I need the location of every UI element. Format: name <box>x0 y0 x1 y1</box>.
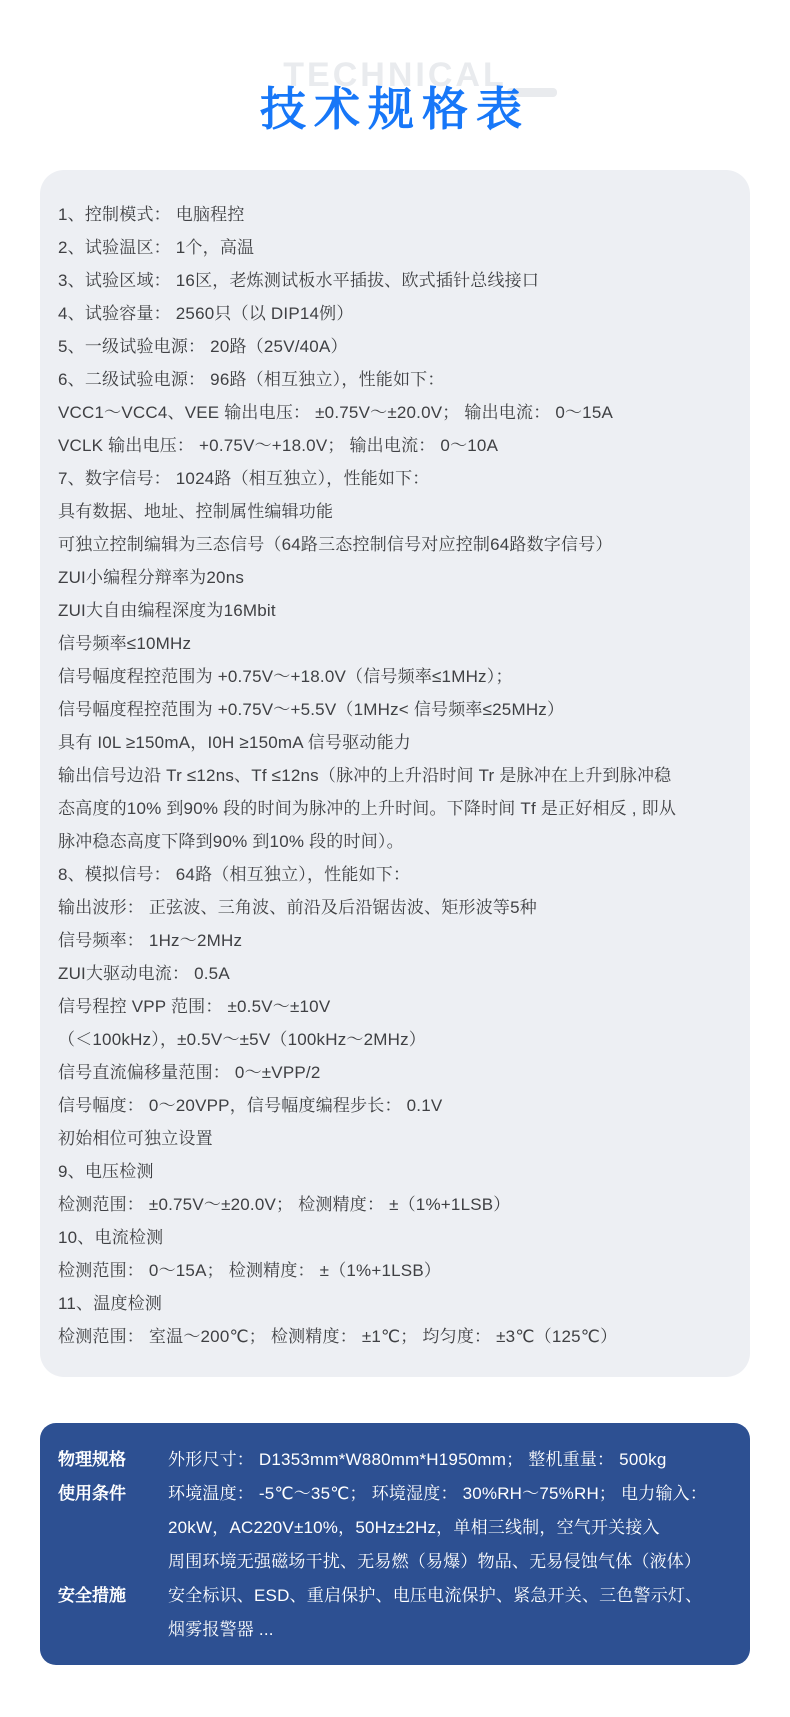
spec-line: 信号频率≤10MHz <box>58 634 192 653</box>
spec-line: 初始相位可独立设置 <box>58 1129 213 1148</box>
spec-line: 检测范围： ±0.75V～±20.0V； 检测精度： ±（1%+1LSB） <box>58 1195 511 1214</box>
spec-line: 态高度的10% 到90% 段的时间为脉冲的上升时间。下降时间 Tf 是正好相反 , 即从 <box>58 799 677 818</box>
footer-row-label: 安全措施 <box>58 1586 126 1605</box>
spec-line: 信号直流偏移量范围： 0～±VPP/2 <box>58 1063 321 1082</box>
spec-line: ZUI大驱动电流： 0.5A <box>58 964 230 983</box>
footer-line: 周围环境无强磁场干扰、无易燃（易爆）物品、无易侵蚀气体（液体） <box>168 1552 702 1571</box>
footer-line: 烟雾报警器 ... <box>168 1620 274 1639</box>
spec-line: ZUI小编程分辩率为20ns <box>58 568 245 587</box>
spec-line: 输出波形： 正弦波、三角波、前沿及后沿锯齿波、矩形波等5种 <box>58 898 537 917</box>
footer-row-label: 物理规格 <box>58 1450 126 1469</box>
spec-line: 1、控制模式： 电脑程控 <box>58 205 245 224</box>
spec-line: 检测范围： 室温～200℃； 检测精度： ±1℃； 均匀度： ±3℃（125℃） <box>58 1327 618 1346</box>
spec-line: 信号幅度程控范围为 +0.75V～+5.5V（1MHz< 信号频率≤25MHz） <box>58 700 565 719</box>
spec-line: 8、模拟信号： 64路（相互独立），性能如下： <box>58 865 411 884</box>
spec-line: 10、电流检测 <box>58 1228 164 1247</box>
spec-line: 7、数字信号： 1024路（相互独立），性能如下： <box>58 469 430 488</box>
footer-row-list <box>58 1443 734 1647</box>
spec-line: 2、试验温区： 1个，高温 <box>58 238 255 257</box>
spec-line: 11、温度检测 <box>58 1294 163 1313</box>
page-title: 技术规格表 <box>260 83 530 135</box>
footer-line: 环境温度： -5℃～35℃； 环境湿度： 30%RH～75%RH； 电力输入： <box>168 1484 708 1503</box>
spec-line-list <box>58 198 730 1353</box>
footer-line: 20kW，AC220V±10%，50Hz±2Hz，单相三线制，空气开关接入 <box>168 1518 660 1537</box>
spec-card <box>40 170 750 1377</box>
footer-row <box>58 1443 734 1477</box>
footer-row-content <box>168 1477 734 1579</box>
spec-line: 信号幅度程控范围为 +0.75V～+18.0V（信号频率≤1MHz）； <box>58 667 513 686</box>
spec-line: 输出信号边沿 Tr ≤12ns、Tf ≤12ns（脉冲的上升沿时间 Tr 是脉冲在上升到脉冲稳 <box>58 766 672 785</box>
spec-line: 3、试验区域： 16区，老炼测试板水平插拔、欧式插针总线接口 <box>58 271 540 290</box>
footer-row-label: 使用条件 <box>58 1484 126 1503</box>
spec-line: VCC1～VCC4、VEE 输出电压： ±0.75V～±20.0V； 输出电流： 0～15A <box>58 403 614 422</box>
footer-line: 安全标识、ESD、重启保护、电压电流保护、紧急开关、三色警示灯、 <box>168 1586 703 1605</box>
spec-line: 可独立控制编辑为三态信号（64路三态控制信号对应控制64路数字信号） <box>58 535 613 554</box>
title-watermark-text: TECHNICAL <box>283 56 507 94</box>
spec-line: VCLK 输出电压： +0.75V～+18.0V； 输出电流： 0～10A <box>58 436 499 455</box>
footer-row <box>58 1579 734 1647</box>
spec-line: 6、二级试验电源： 96路（相互独立），性能如下： <box>58 370 445 389</box>
page-header <box>0 0 790 170</box>
footer-panel <box>40 1423 750 1665</box>
footer-row-content <box>168 1443 734 1477</box>
spec-line: 具有 I0L ≥150mA，I0H ≥150mA 信号驱动能力 <box>58 733 411 752</box>
spec-line: 信号频率： 1Hz～2MHz <box>58 931 243 950</box>
spec-line: 检测范围： 0～15A； 检测精度： ±（1%+1LSB） <box>58 1261 442 1280</box>
footer-line: 外形尺寸： D1353mm*W880mm*H1950mm； 整机重量： 500kg <box>168 1450 667 1469</box>
footer-row-content <box>168 1579 734 1647</box>
spec-line: （＜100kHz），±0.5V～±5V（100kHz～2MHz） <box>58 1030 426 1049</box>
spec-line: 5、一级试验电源： 20路（25V/40A） <box>58 337 348 356</box>
spec-line: ZUI大自由编程深度为16Mbit <box>58 601 276 620</box>
spec-line: 脉冲稳态高度下降到90% 到10% 段的时间）。 <box>58 832 404 851</box>
spec-line: 具有数据、地址、控制属性编辑功能 <box>58 502 334 521</box>
footer-row <box>58 1477 734 1579</box>
spec-line: 9、电压检测 <box>58 1162 154 1181</box>
spec-line: 信号程控 VPP 范围： ±0.5V～±10V <box>58 997 331 1016</box>
spec-line: 信号幅度： 0～20VPP，信号幅度编程步长： 0.1V <box>58 1096 443 1115</box>
spec-line: 4、试验容量： 2560只（以 DIP14例） <box>58 304 354 323</box>
